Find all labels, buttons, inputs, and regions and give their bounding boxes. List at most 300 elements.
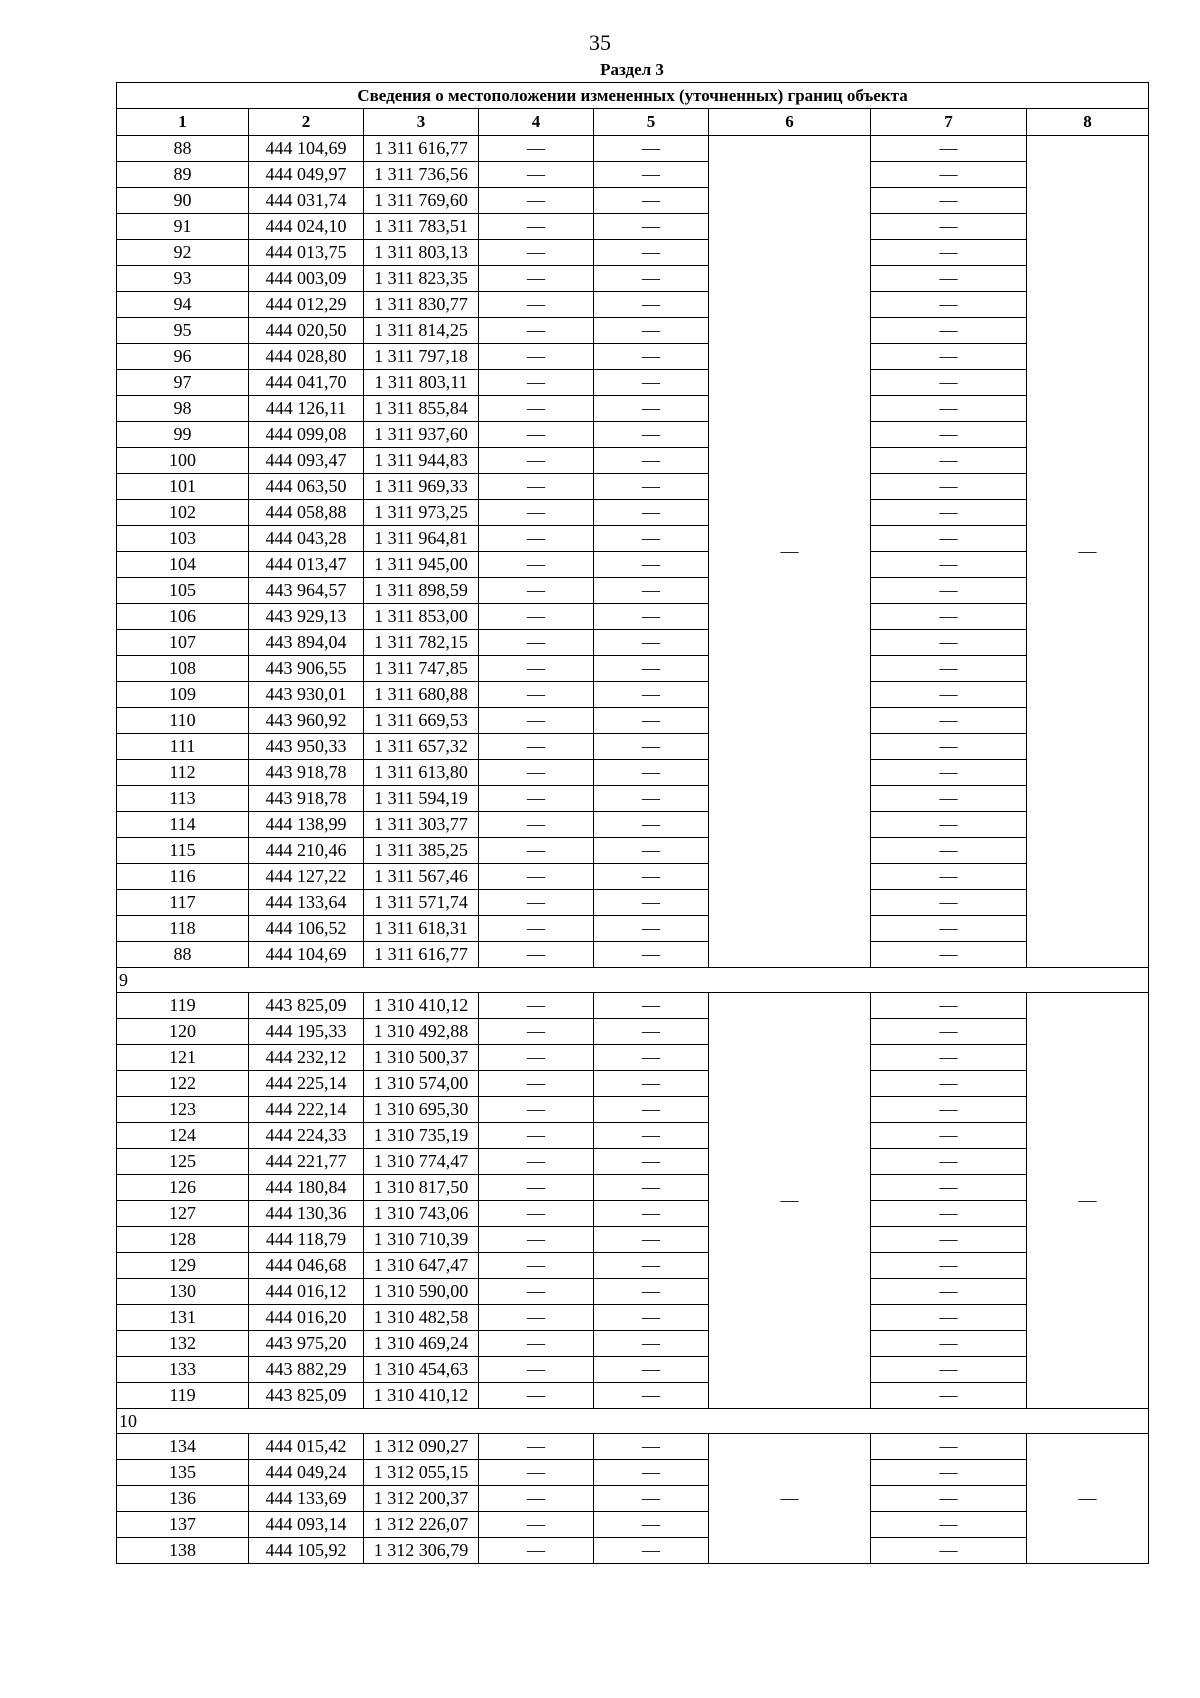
x-coordinate-cell: 444 043,28: [249, 526, 364, 552]
col4-cell: —: [479, 474, 594, 500]
col5-cell: —: [594, 136, 709, 162]
y-coordinate-cell: 1 312 200,37: [364, 1486, 479, 1512]
point-number-cell: 88: [117, 136, 249, 162]
col7-cell: —: [871, 916, 1027, 942]
group-row: [117, 968, 1149, 993]
col7-cell: —: [871, 1383, 1027, 1409]
col7-cell: —: [871, 370, 1027, 396]
table-row: [117, 1357, 1149, 1383]
point-number-cell: 110: [117, 708, 249, 734]
page-number: 35: [589, 30, 611, 55]
point-number-cell: 107: [117, 630, 249, 656]
col5-cell: —: [594, 1486, 709, 1512]
col4-cell: —: [479, 188, 594, 214]
point-number-cell: 133: [117, 1357, 249, 1383]
table-row: [117, 838, 1149, 864]
col7-cell: —: [871, 1357, 1027, 1383]
point-number-cell: 97: [117, 370, 249, 396]
col5-cell: —: [594, 1071, 709, 1097]
col7-cell: —: [871, 422, 1027, 448]
x-coordinate-cell: 443 930,01: [249, 682, 364, 708]
point-number-cell: 111: [117, 734, 249, 760]
x-coordinate-cell: 444 003,09: [249, 266, 364, 292]
point-number-cell: 137: [117, 1512, 249, 1538]
col7-cell: —: [871, 1097, 1027, 1123]
x-coordinate-cell: 444 224,33: [249, 1123, 364, 1149]
y-coordinate-cell: 1 310 735,19: [364, 1123, 479, 1149]
col4-cell: —: [479, 136, 594, 162]
point-number-cell: 93: [117, 266, 249, 292]
y-coordinate-cell: 1 311 567,46: [364, 864, 479, 890]
y-coordinate-cell: 1 310 482,58: [364, 1305, 479, 1331]
col7-cell: —: [871, 474, 1027, 500]
col7-cell: —: [871, 942, 1027, 968]
table-row: [117, 993, 1149, 1019]
y-coordinate-cell: 1 312 055,15: [364, 1460, 479, 1486]
table-row: [117, 916, 1149, 942]
x-coordinate-cell: 444 012,29: [249, 292, 364, 318]
y-coordinate-cell: 1 310 500,37: [364, 1045, 479, 1071]
table-body: [117, 136, 1149, 1564]
y-coordinate-cell: 1 310 454,63: [364, 1357, 479, 1383]
col4-cell: —: [479, 1486, 594, 1512]
y-coordinate-cell: 1 310 469,24: [364, 1331, 479, 1357]
col5-cell: —: [594, 656, 709, 682]
col5-cell: —: [594, 1149, 709, 1175]
col7-cell: —: [871, 1305, 1027, 1331]
point-number-cell: 122: [117, 1071, 249, 1097]
y-coordinate-cell: 1 311 964,81: [364, 526, 479, 552]
point-number-cell: 114: [117, 812, 249, 838]
col5-cell: —: [594, 1227, 709, 1253]
col7-cell: —: [871, 188, 1027, 214]
table-row: [117, 318, 1149, 344]
boundary-coordinates-table: [116, 82, 1149, 1564]
point-number-cell: 92: [117, 240, 249, 266]
group-row: [117, 1409, 1149, 1434]
point-number-cell: 113: [117, 786, 249, 812]
point-number-cell: 108: [117, 656, 249, 682]
x-coordinate-cell: 444 016,20: [249, 1305, 364, 1331]
x-coordinate-cell: 444 195,33: [249, 1019, 364, 1045]
column-header: 1: [117, 109, 249, 136]
col4-cell: —: [479, 760, 594, 786]
col5-cell: —: [594, 786, 709, 812]
table-row: [117, 760, 1149, 786]
col7-cell: —: [871, 552, 1027, 578]
point-number-cell: 126: [117, 1175, 249, 1201]
point-number-cell: 94: [117, 292, 249, 318]
y-coordinate-cell: 1 311 830,77: [364, 292, 479, 318]
x-coordinate-cell: 444 104,69: [249, 942, 364, 968]
column-header-row: [117, 109, 1149, 136]
point-number-cell: 90: [117, 188, 249, 214]
col7-cell: —: [871, 214, 1027, 240]
x-coordinate-cell: 444 020,50: [249, 318, 364, 344]
table-row: [117, 1486, 1149, 1512]
col7-cell: —: [871, 1175, 1027, 1201]
col5-cell: —: [594, 1538, 709, 1564]
y-coordinate-cell: 1 310 743,06: [364, 1201, 479, 1227]
y-coordinate-cell: 1 312 306,79: [364, 1538, 479, 1564]
col4-cell: —: [479, 993, 594, 1019]
x-coordinate-cell: 444 225,14: [249, 1071, 364, 1097]
y-coordinate-cell: 1 311 385,25: [364, 838, 479, 864]
col5-cell: —: [594, 422, 709, 448]
y-coordinate-cell: 1 310 817,50: [364, 1175, 479, 1201]
x-coordinate-cell: 444 015,42: [249, 1434, 364, 1460]
x-coordinate-cell: 443 918,78: [249, 786, 364, 812]
point-number-cell: 117: [117, 890, 249, 916]
col7-cell: —: [871, 1538, 1027, 1564]
table-caption: Сведения о местоположении измененных (уточненных) границ объекта: [117, 83, 1149, 109]
x-coordinate-cell: 444 232,12: [249, 1045, 364, 1071]
col4-cell: —: [479, 1434, 594, 1460]
col7-cell: —: [871, 604, 1027, 630]
col6-merged-cell: —: [709, 1434, 871, 1564]
col5-cell: —: [594, 916, 709, 942]
point-number-cell: 106: [117, 604, 249, 630]
point-number-cell: 115: [117, 838, 249, 864]
point-number-cell: 131: [117, 1305, 249, 1331]
y-coordinate-cell: 1 311 969,33: [364, 474, 479, 500]
table-row: [117, 1097, 1149, 1123]
table-row: [117, 1512, 1149, 1538]
table-row: [117, 1175, 1149, 1201]
x-coordinate-cell: 443 950,33: [249, 734, 364, 760]
column-header: 8: [1027, 109, 1149, 136]
column-header: 7: [871, 109, 1027, 136]
table-row: [117, 682, 1149, 708]
x-coordinate-cell: 444 093,47: [249, 448, 364, 474]
x-coordinate-cell: 443 906,55: [249, 656, 364, 682]
col4-cell: —: [479, 682, 594, 708]
x-coordinate-cell: 443 929,13: [249, 604, 364, 630]
table-row: [117, 552, 1149, 578]
point-number-cell: 130: [117, 1279, 249, 1305]
col7-cell: —: [871, 786, 1027, 812]
point-number-cell: 123: [117, 1097, 249, 1123]
x-coordinate-cell: 443 964,57: [249, 578, 364, 604]
point-number-cell: 95: [117, 318, 249, 344]
point-number-cell: 91: [117, 214, 249, 240]
table-row: [117, 786, 1149, 812]
x-coordinate-cell: 444 126,11: [249, 396, 364, 422]
x-coordinate-cell: 444 105,92: [249, 1538, 364, 1564]
table-row: [117, 474, 1149, 500]
col5-cell: —: [594, 526, 709, 552]
col5-cell: —: [594, 318, 709, 344]
y-coordinate-cell: 1 310 590,00: [364, 1279, 479, 1305]
col4-cell: —: [479, 214, 594, 240]
col4-cell: —: [479, 1045, 594, 1071]
point-number-cell: 104: [117, 552, 249, 578]
col7-cell: —: [871, 1149, 1027, 1175]
table-row: [117, 214, 1149, 240]
y-coordinate-cell: 1 311 797,18: [364, 344, 479, 370]
col5-cell: —: [594, 1305, 709, 1331]
y-coordinate-cell: 1 311 853,00: [364, 604, 479, 630]
col8-merged-cell: —: [1027, 993, 1149, 1409]
col7-cell: —: [871, 1434, 1027, 1460]
col5-cell: —: [594, 630, 709, 656]
col4-cell: —: [479, 604, 594, 630]
col7-cell: —: [871, 240, 1027, 266]
col7-cell: —: [871, 318, 1027, 344]
col5-cell: —: [594, 1460, 709, 1486]
point-number-cell: 129: [117, 1253, 249, 1279]
col5-cell: —: [594, 1253, 709, 1279]
table-row: [117, 526, 1149, 552]
y-coordinate-cell: 1 311 945,00: [364, 552, 479, 578]
point-number-cell: 98: [117, 396, 249, 422]
table-row: [117, 1201, 1149, 1227]
col5-cell: —: [594, 1123, 709, 1149]
y-coordinate-cell: 1 311 898,59: [364, 578, 479, 604]
y-coordinate-cell: 1 311 823,35: [364, 266, 479, 292]
col4-cell: —: [479, 526, 594, 552]
col7-cell: —: [871, 838, 1027, 864]
x-coordinate-cell: 444 046,68: [249, 1253, 364, 1279]
y-coordinate-cell: 1 311 944,83: [364, 448, 479, 474]
col7-cell: —: [871, 266, 1027, 292]
col6-merged-cell: —: [709, 136, 871, 968]
col4-cell: —: [479, 292, 594, 318]
col4-cell: —: [479, 1149, 594, 1175]
col7-cell: —: [871, 630, 1027, 656]
col7-cell: —: [871, 396, 1027, 422]
x-coordinate-cell: 443 918,78: [249, 760, 364, 786]
y-coordinate-cell: 1 311 814,25: [364, 318, 479, 344]
table-row: [117, 656, 1149, 682]
col7-cell: —: [871, 890, 1027, 916]
y-coordinate-cell: 1 310 492,88: [364, 1019, 479, 1045]
col7-cell: —: [871, 1486, 1027, 1512]
point-number-cell: 119: [117, 1383, 249, 1409]
col8-merged-cell: —: [1027, 1434, 1149, 1564]
col4-cell: —: [479, 1227, 594, 1253]
point-number-cell: 100: [117, 448, 249, 474]
col4-cell: —: [479, 1019, 594, 1045]
col4-cell: —: [479, 1538, 594, 1564]
y-coordinate-cell: 1 311 803,13: [364, 240, 479, 266]
section-title: Раздел 3: [600, 60, 664, 79]
col7-cell: —: [871, 136, 1027, 162]
col5-cell: —: [594, 1331, 709, 1357]
col5-cell: —: [594, 578, 709, 604]
col4-cell: —: [479, 864, 594, 890]
point-number-cell: 127: [117, 1201, 249, 1227]
point-number-cell: 128: [117, 1227, 249, 1253]
col5-cell: —: [594, 370, 709, 396]
col4-cell: —: [479, 448, 594, 474]
point-number-cell: 99: [117, 422, 249, 448]
x-coordinate-cell: 443 825,09: [249, 993, 364, 1019]
x-coordinate-cell: 444 013,47: [249, 552, 364, 578]
point-number-cell: 135: [117, 1460, 249, 1486]
col7-cell: —: [871, 682, 1027, 708]
col5-cell: —: [594, 1019, 709, 1045]
col5-cell: —: [594, 1097, 709, 1123]
table-row: [117, 1045, 1149, 1071]
col4-cell: —: [479, 916, 594, 942]
col4-cell: —: [479, 500, 594, 526]
col5-cell: —: [594, 292, 709, 318]
table-row: [117, 1538, 1149, 1564]
point-number-cell: 121: [117, 1045, 249, 1071]
y-coordinate-cell: 1 311 618,31: [364, 916, 479, 942]
col4-cell: —: [479, 708, 594, 734]
col7-cell: —: [871, 344, 1027, 370]
col5-cell: —: [594, 344, 709, 370]
y-coordinate-cell: 1 310 695,30: [364, 1097, 479, 1123]
point-number-cell: 125: [117, 1149, 249, 1175]
point-number-cell: 119: [117, 993, 249, 1019]
y-coordinate-cell: 1 312 090,27: [364, 1434, 479, 1460]
x-coordinate-cell: 444 063,50: [249, 474, 364, 500]
point-number-cell: 112: [117, 760, 249, 786]
col5-cell: —: [594, 1279, 709, 1305]
x-coordinate-cell: 444 222,14: [249, 1097, 364, 1123]
table-row: [117, 1460, 1149, 1486]
table-row: [117, 422, 1149, 448]
y-coordinate-cell: 1 311 594,19: [364, 786, 479, 812]
col7-cell: —: [871, 760, 1027, 786]
col5-cell: —: [594, 864, 709, 890]
y-coordinate-cell: 1 311 571,74: [364, 890, 479, 916]
col6-merged-cell: —: [709, 993, 871, 1409]
y-coordinate-cell: 1 311 747,85: [364, 656, 479, 682]
table-row: [117, 500, 1149, 526]
column-header: 5: [594, 109, 709, 136]
table-row: [117, 708, 1149, 734]
table-row: [117, 1123, 1149, 1149]
y-coordinate-cell: 1 311 669,53: [364, 708, 479, 734]
x-coordinate-cell: 444 041,70: [249, 370, 364, 396]
y-coordinate-cell: 1 311 783,51: [364, 214, 479, 240]
col5-cell: —: [594, 448, 709, 474]
y-coordinate-cell: 1 311 937,60: [364, 422, 479, 448]
col4-cell: —: [479, 552, 594, 578]
point-number-cell: 118: [117, 916, 249, 942]
table-row: [117, 1279, 1149, 1305]
col5-cell: —: [594, 682, 709, 708]
col5-cell: —: [594, 812, 709, 838]
col4-cell: —: [479, 578, 594, 604]
col4-cell: —: [479, 656, 594, 682]
point-number-cell: 132: [117, 1331, 249, 1357]
col4-cell: —: [479, 786, 594, 812]
col4-cell: —: [479, 266, 594, 292]
y-coordinate-cell: 1 310 710,39: [364, 1227, 479, 1253]
y-coordinate-cell: 1 311 782,15: [364, 630, 479, 656]
col4-cell: —: [479, 162, 594, 188]
column-header: 6: [709, 109, 871, 136]
col7-cell: —: [871, 1045, 1027, 1071]
x-coordinate-cell: 444 106,52: [249, 916, 364, 942]
col5-cell: —: [594, 1175, 709, 1201]
y-coordinate-cell: 1 311 736,56: [364, 162, 479, 188]
col5-cell: —: [594, 474, 709, 500]
table-row: [117, 370, 1149, 396]
point-number-cell: 138: [117, 1538, 249, 1564]
table-row: [117, 1149, 1149, 1175]
table-row: [117, 162, 1149, 188]
x-coordinate-cell: 444 133,64: [249, 890, 364, 916]
col5-cell: —: [594, 266, 709, 292]
point-number-cell: 136: [117, 1486, 249, 1512]
x-coordinate-cell: 444 028,80: [249, 344, 364, 370]
col4-cell: —: [479, 630, 594, 656]
y-coordinate-cell: 1 310 774,47: [364, 1149, 479, 1175]
col8-merged-cell: —: [1027, 136, 1149, 968]
x-coordinate-cell: 444 016,12: [249, 1279, 364, 1305]
table-row: [117, 1383, 1149, 1409]
point-number-cell: 96: [117, 344, 249, 370]
point-number-cell: 120: [117, 1019, 249, 1045]
column-header: 4: [479, 109, 594, 136]
x-coordinate-cell: 444 099,08: [249, 422, 364, 448]
table-row: [117, 1227, 1149, 1253]
y-coordinate-cell: 1 311 769,60: [364, 188, 479, 214]
col4-cell: —: [479, 396, 594, 422]
y-coordinate-cell: 1 311 855,84: [364, 396, 479, 422]
table-row: [117, 864, 1149, 890]
col5-cell: —: [594, 162, 709, 188]
col5-cell: —: [594, 1383, 709, 1409]
table-row: [117, 266, 1149, 292]
col4-cell: —: [479, 1071, 594, 1097]
point-number-cell: 116: [117, 864, 249, 890]
col5-cell: —: [594, 708, 709, 734]
y-coordinate-cell: 1 311 803,11: [364, 370, 479, 396]
table-row: [117, 448, 1149, 474]
col7-cell: —: [871, 993, 1027, 1019]
x-coordinate-cell: 444 138,99: [249, 812, 364, 838]
col5-cell: —: [594, 188, 709, 214]
col4-cell: —: [479, 370, 594, 396]
table-row: [117, 1434, 1149, 1460]
point-number-cell: 89: [117, 162, 249, 188]
col4-cell: —: [479, 1123, 594, 1149]
col4-cell: —: [479, 1357, 594, 1383]
y-coordinate-cell: 1 311 616,77: [364, 942, 479, 968]
x-coordinate-cell: 443 960,92: [249, 708, 364, 734]
col5-cell: —: [594, 500, 709, 526]
col7-cell: —: [871, 1227, 1027, 1253]
point-number-cell: 134: [117, 1434, 249, 1460]
col4-cell: —: [479, 1279, 594, 1305]
col7-cell: —: [871, 1253, 1027, 1279]
col4-cell: —: [479, 1253, 594, 1279]
col5-cell: —: [594, 214, 709, 240]
x-coordinate-cell: 443 825,09: [249, 1383, 364, 1409]
y-coordinate-cell: 1 311 680,88: [364, 682, 479, 708]
point-number-cell: 103: [117, 526, 249, 552]
col4-cell: —: [479, 812, 594, 838]
y-coordinate-cell: 1 310 647,47: [364, 1253, 479, 1279]
x-coordinate-cell: 444 104,69: [249, 136, 364, 162]
y-coordinate-cell: 1 311 613,80: [364, 760, 479, 786]
table-row: [117, 630, 1149, 656]
col4-cell: —: [479, 1201, 594, 1227]
column-header: 3: [364, 109, 479, 136]
point-number-cell: 105: [117, 578, 249, 604]
col4-cell: —: [479, 1097, 594, 1123]
point-number-cell: 101: [117, 474, 249, 500]
x-coordinate-cell: 444 127,22: [249, 864, 364, 890]
point-number-cell: 124: [117, 1123, 249, 1149]
